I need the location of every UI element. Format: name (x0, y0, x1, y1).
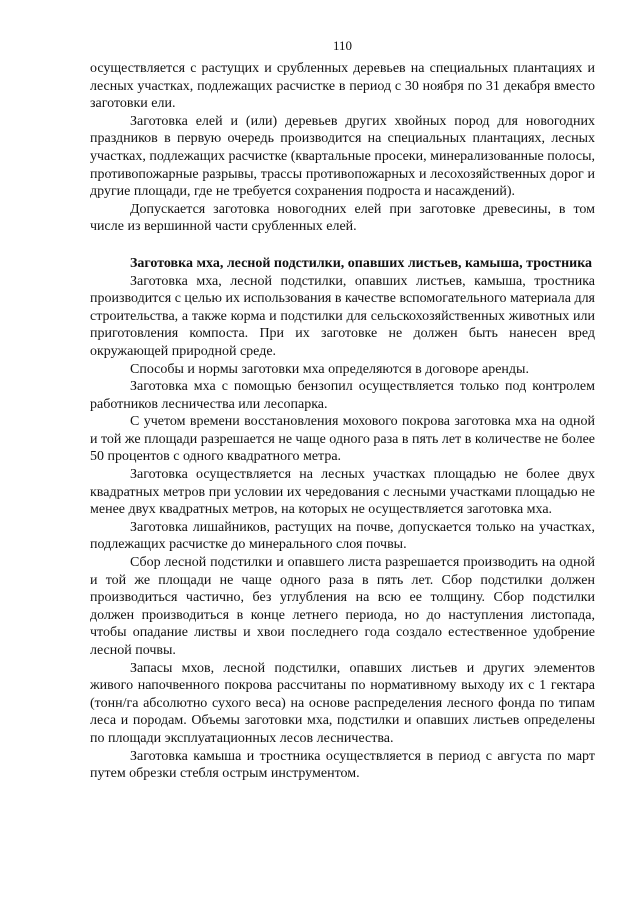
paragraph-chainsaw: Заготовка мха с помощью бензопил осуществляется только под контролем работников лесничества или лесопарка. (90, 379, 595, 412)
paragraph-lichens: Заготовка лишайников, растущих на почве, допускается только на участках, подлежащих расчистке до минерального слоя почвы. (90, 519, 595, 553)
paragraph-litter-collection: Сбор лесной подстилки и опавшего листа разрешается производить на одной и той же площади не чаще одного раза в пять лет. Сбор подстилки должен производиться частично, без углубления на всю ее толщину. Сбор подстилки должен производиться в конце летнего периода, но до наступления листопада, чтобы опадание листвы и хвои последнего года создало естественное удобрение лесной почвы. (90, 555, 595, 658)
paragraph-reed-harvesting: Заготовка камыша и тростника осуществляется в период с августа по март путем обрезки стебля острым инструментом. (90, 748, 595, 782)
paragraph-reserves: Запасы мхов, лесной подстилки, опавших листьев и других элементов живого напочвенного покрова рассчитаны по нормативному выходу их с 1 гектара (тонн/га абсолютно сухого веса) на основе распределения лесного фонда по типам леса и породам. Объемы заготовки мха, подстилки и опавших листьев определены по площади эксплуатационных лесов лесничества. (90, 660, 595, 746)
section-heading: Заготовка мха, лесной подстилки, опавших листьев, камыша, тростника (130, 255, 593, 271)
paragraph-moss-recovery: С учетом времени восстановления мохового покрова заготовка мха на одной и той же площади разрешается не чаще одного раза в пять лет в количестве не более 50 процентов с одного квадратного метра. (90, 414, 595, 465)
paragraph-plot-size: Заготовка осуществляется на лесных участках площадью не более двух квадратных метров при условии их чередования с лесными участками площадью не менее двух квадратных метров, на которых не осуществляется заготовка мха. (90, 467, 595, 518)
paragraph-continuation: осуществляется с растущих и срубленных деревьев на специальных плантациях и лесных участках, подлежащих расчистке в период с 30 ноября по 31 декабря вместо заготовки ели. (90, 61, 595, 112)
page-number: 110 (332, 38, 353, 53)
paragraph-fir-harvesting: Заготовка елей и (или) деревьев других хвойных пород для новогодних праздников в первую очередь производится на специальных плантациях, лесных участках, подлежащих расчистке (квартальные просеки, минерализованные полосы, противопожарные разрывы, трассы противопожарных и лесохозяйственных дорог и другие площади, где не требуется сохранения подроста и насаждений). (90, 113, 595, 200)
paragraph-new-year-firs: Допускается заготовка новогодних елей при заготовке древесины, в том числе из вершинной части срубленных елей. (90, 201, 595, 235)
paragraph-purpose: Заготовка мха, лесной подстилки, опавших листьев, камыша, тростника производится с целью их использования в качестве вспомогательного материала для строительства, а также корма и подстилки для сельскохозяйственных животных или приготовления компоста. При их заготовке не должен быть нанесен вред окружающей природной среде. (90, 273, 595, 359)
document-page (90, 38, 595, 783)
paragraph-methods: Способы и нормы заготовки мха определяются в договоре аренды. (130, 361, 529, 377)
section-spacer (90, 236, 595, 255)
